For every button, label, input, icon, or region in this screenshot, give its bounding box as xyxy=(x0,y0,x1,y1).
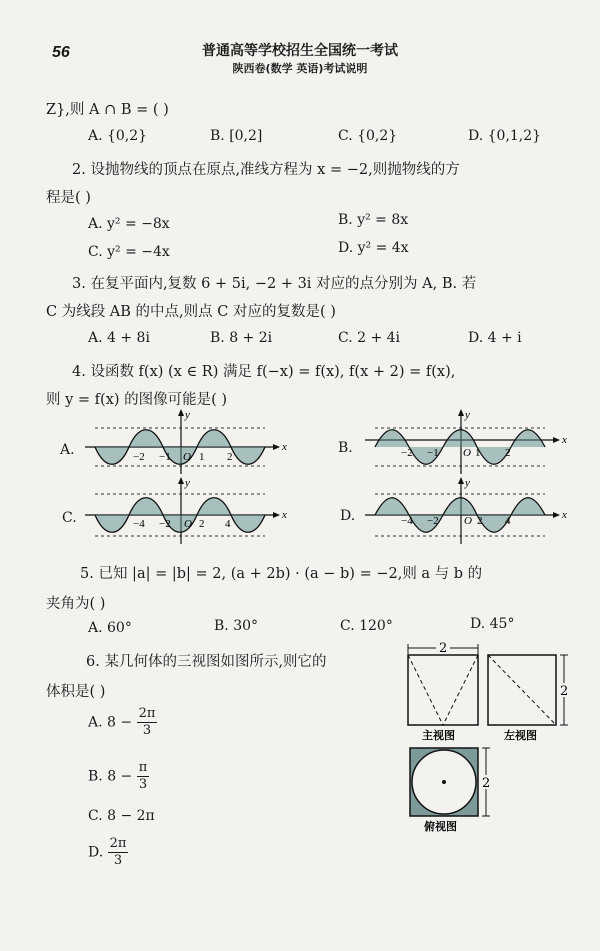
graph-a-origin: O xyxy=(183,451,191,463)
q1-option-c: C. {0,2} xyxy=(338,128,398,144)
q6-option-a-fraction xyxy=(137,706,158,739)
graph-a-tick-1: 1 xyxy=(199,451,205,463)
graph-a-x-label: x xyxy=(282,441,287,453)
front-view-dimension-label: 2 xyxy=(439,641,448,656)
graph-a-x-arrow xyxy=(273,444,280,450)
q6-option-a xyxy=(88,706,157,739)
q2-stem-line2: 程是( ) xyxy=(46,190,91,206)
q2-stem-line1: 2. 设抛物线的顶点在原点,准线方程为 x = −2,则抛物线的方 xyxy=(72,162,460,178)
q5-option-c: C. 120° xyxy=(340,618,393,634)
graph-c-tick-4: 4 xyxy=(225,518,231,530)
q6-option-b-num: π xyxy=(138,760,148,775)
q1-option-b: B. [0,2] xyxy=(210,128,263,144)
side-view-caption: 左视图 xyxy=(504,729,537,742)
q6-option-a-num: 2π xyxy=(138,706,156,721)
q1-stem-tail: Z},则 A ∩ B = ( ) xyxy=(46,102,169,118)
graph-c-tick-neg4: −4 xyxy=(133,518,145,530)
graph-d-tick-4: 4 xyxy=(505,515,511,527)
graph-a-y-arrow xyxy=(178,409,184,416)
q6-option-b-label: B. 8 − xyxy=(88,768,133,785)
front-view-square xyxy=(408,655,478,725)
q6-option-d xyxy=(88,836,128,869)
q6-option-a-label: A. 8 − xyxy=(88,714,133,731)
q6-option-d-fraction xyxy=(108,836,129,869)
graph-b-tick-2: 2 xyxy=(505,447,511,459)
q2-option-d: D. y² = 4x xyxy=(338,240,409,256)
graph-b-x-arrow xyxy=(553,437,560,443)
q2-option-a: A. y² = −8x xyxy=(88,216,170,232)
graph-b-y-label: y xyxy=(465,409,470,421)
side-view-dashed-diagonal xyxy=(488,655,556,725)
q3-stem-line2: C 为线段 AB 的中点,则点 C 对应的复数是( ) xyxy=(46,304,336,320)
q6-option-b-den: 3 xyxy=(138,777,148,792)
graph-c-svg xyxy=(85,477,287,550)
q4-stem-line1: 4. 设函数 f(x) (x ∈ R) 满足 f(−x) = f(x), f(x + 2) = f(x), xyxy=(72,364,456,380)
graph-b-x-label: x xyxy=(562,434,567,446)
graph-c-x-label: x xyxy=(282,509,287,521)
q6-stem-line2: 体积是( ) xyxy=(46,684,106,700)
front-view-caption: 主视图 xyxy=(422,729,455,742)
q6-stem-line1: 6. 某几何体的三视图如图所示,则它的 xyxy=(86,654,327,670)
graph-d-tick-neg2: −2 xyxy=(427,515,439,527)
graph-c-tick-neg2: −2 xyxy=(159,518,171,530)
graph-b-svg xyxy=(365,410,565,480)
q5-option-d: D. 45° xyxy=(470,616,515,632)
q3-option-c: C. 2 + 4i xyxy=(338,330,401,346)
graph-c-origin: O xyxy=(184,518,192,530)
page-number: 56 xyxy=(52,44,70,61)
q1-option-d: D. {0,1,2} xyxy=(468,128,542,144)
graph-c-curve xyxy=(95,498,265,533)
q5-option-b: B. 30° xyxy=(214,618,259,634)
graph-a-tick-neg2: −2 xyxy=(133,451,145,463)
graph-c-label: C. xyxy=(62,510,77,526)
q4-stem-line2: 则 y = f(x) 的图像可能是( ) xyxy=(46,392,228,408)
graph-b-y-arrow xyxy=(458,409,464,416)
q6-option-b xyxy=(88,760,149,793)
q3-stem-line1: 3. 在复平面内,复数 6 + 5i, −2 + 3i 对应的点分别为 A, B. 若 xyxy=(72,276,477,292)
graph-a-tick-neg1: −1 xyxy=(159,451,171,463)
q5-stem-line1: 5. 已知 |a| = |b| = 2, (a + 2b) · (a − b) = −2,则 a 与 b 的 xyxy=(80,566,483,582)
q6-option-d-den: 3 xyxy=(113,853,123,868)
graph-d-tick-2: 2 xyxy=(477,515,483,527)
graph-d-svg xyxy=(365,477,567,550)
graph-b-tick-neg2: −2 xyxy=(401,447,413,459)
graph-b-label: B. xyxy=(338,440,353,456)
graph-d-label: D. xyxy=(340,508,356,524)
graph-a-label: A. xyxy=(60,442,75,458)
graph-d-y-label: y xyxy=(465,477,470,489)
q5-stem-line2: 夹角为( ) xyxy=(46,596,106,612)
q6-option-b-fraction xyxy=(137,760,150,793)
graph-b-origin: O xyxy=(463,447,471,459)
front-view-dashed-left xyxy=(408,655,443,725)
q6-option-d-num: 2π xyxy=(109,836,127,851)
graph-d-x-label: x xyxy=(562,509,567,521)
graph-d-x-arrow xyxy=(553,512,560,518)
graph-d-tick-neg4: −4 xyxy=(401,515,413,527)
graph-b-tick-neg1: −1 xyxy=(427,447,439,459)
q6-option-a-den: 3 xyxy=(142,723,152,738)
graph-d-origin: O xyxy=(464,515,472,527)
graph-b-tick-1: 1 xyxy=(475,447,481,459)
graph-a-svg xyxy=(85,410,285,480)
side-view-dimension-label: 2 xyxy=(560,684,569,699)
q5-option-a: A. 60° xyxy=(88,620,132,636)
graph-a-curve xyxy=(95,430,265,465)
graph-c-tick-2: 2 xyxy=(199,518,205,530)
top-view-caption: 俯视图 xyxy=(424,820,457,833)
front-view-dashed-right xyxy=(443,655,478,725)
graph-a-y-label: y xyxy=(185,409,190,421)
top-view-center-dot xyxy=(442,780,446,784)
q2-option-c: C. y² = −4x xyxy=(88,244,170,260)
q1-option-a: A. {0,2} xyxy=(88,128,148,144)
q2-option-b: B. y² = 8x xyxy=(338,212,409,228)
q6-option-c xyxy=(88,808,155,824)
page-title: 普通高等学校招生全国统一考试 xyxy=(202,43,398,59)
three-view-figure xyxy=(400,640,590,840)
graph-c-x-arrow xyxy=(273,512,280,518)
page-subtitle: 陕西卷(数学 英语)考试说明 xyxy=(232,62,368,75)
top-view-dimension-label: 2 xyxy=(482,776,491,791)
q3-option-a: A. 4 + 8i xyxy=(88,330,150,346)
graph-a-tick-2: 2 xyxy=(227,451,233,463)
q6-option-d-label: D. xyxy=(88,844,104,861)
q3-option-d: D. 4 + i xyxy=(468,330,522,346)
q6-option-c-label: C. 8 − 2π xyxy=(88,808,155,824)
q3-option-b: B. 8 + 2i xyxy=(210,330,273,346)
graph-c-y-label: y xyxy=(185,477,190,489)
